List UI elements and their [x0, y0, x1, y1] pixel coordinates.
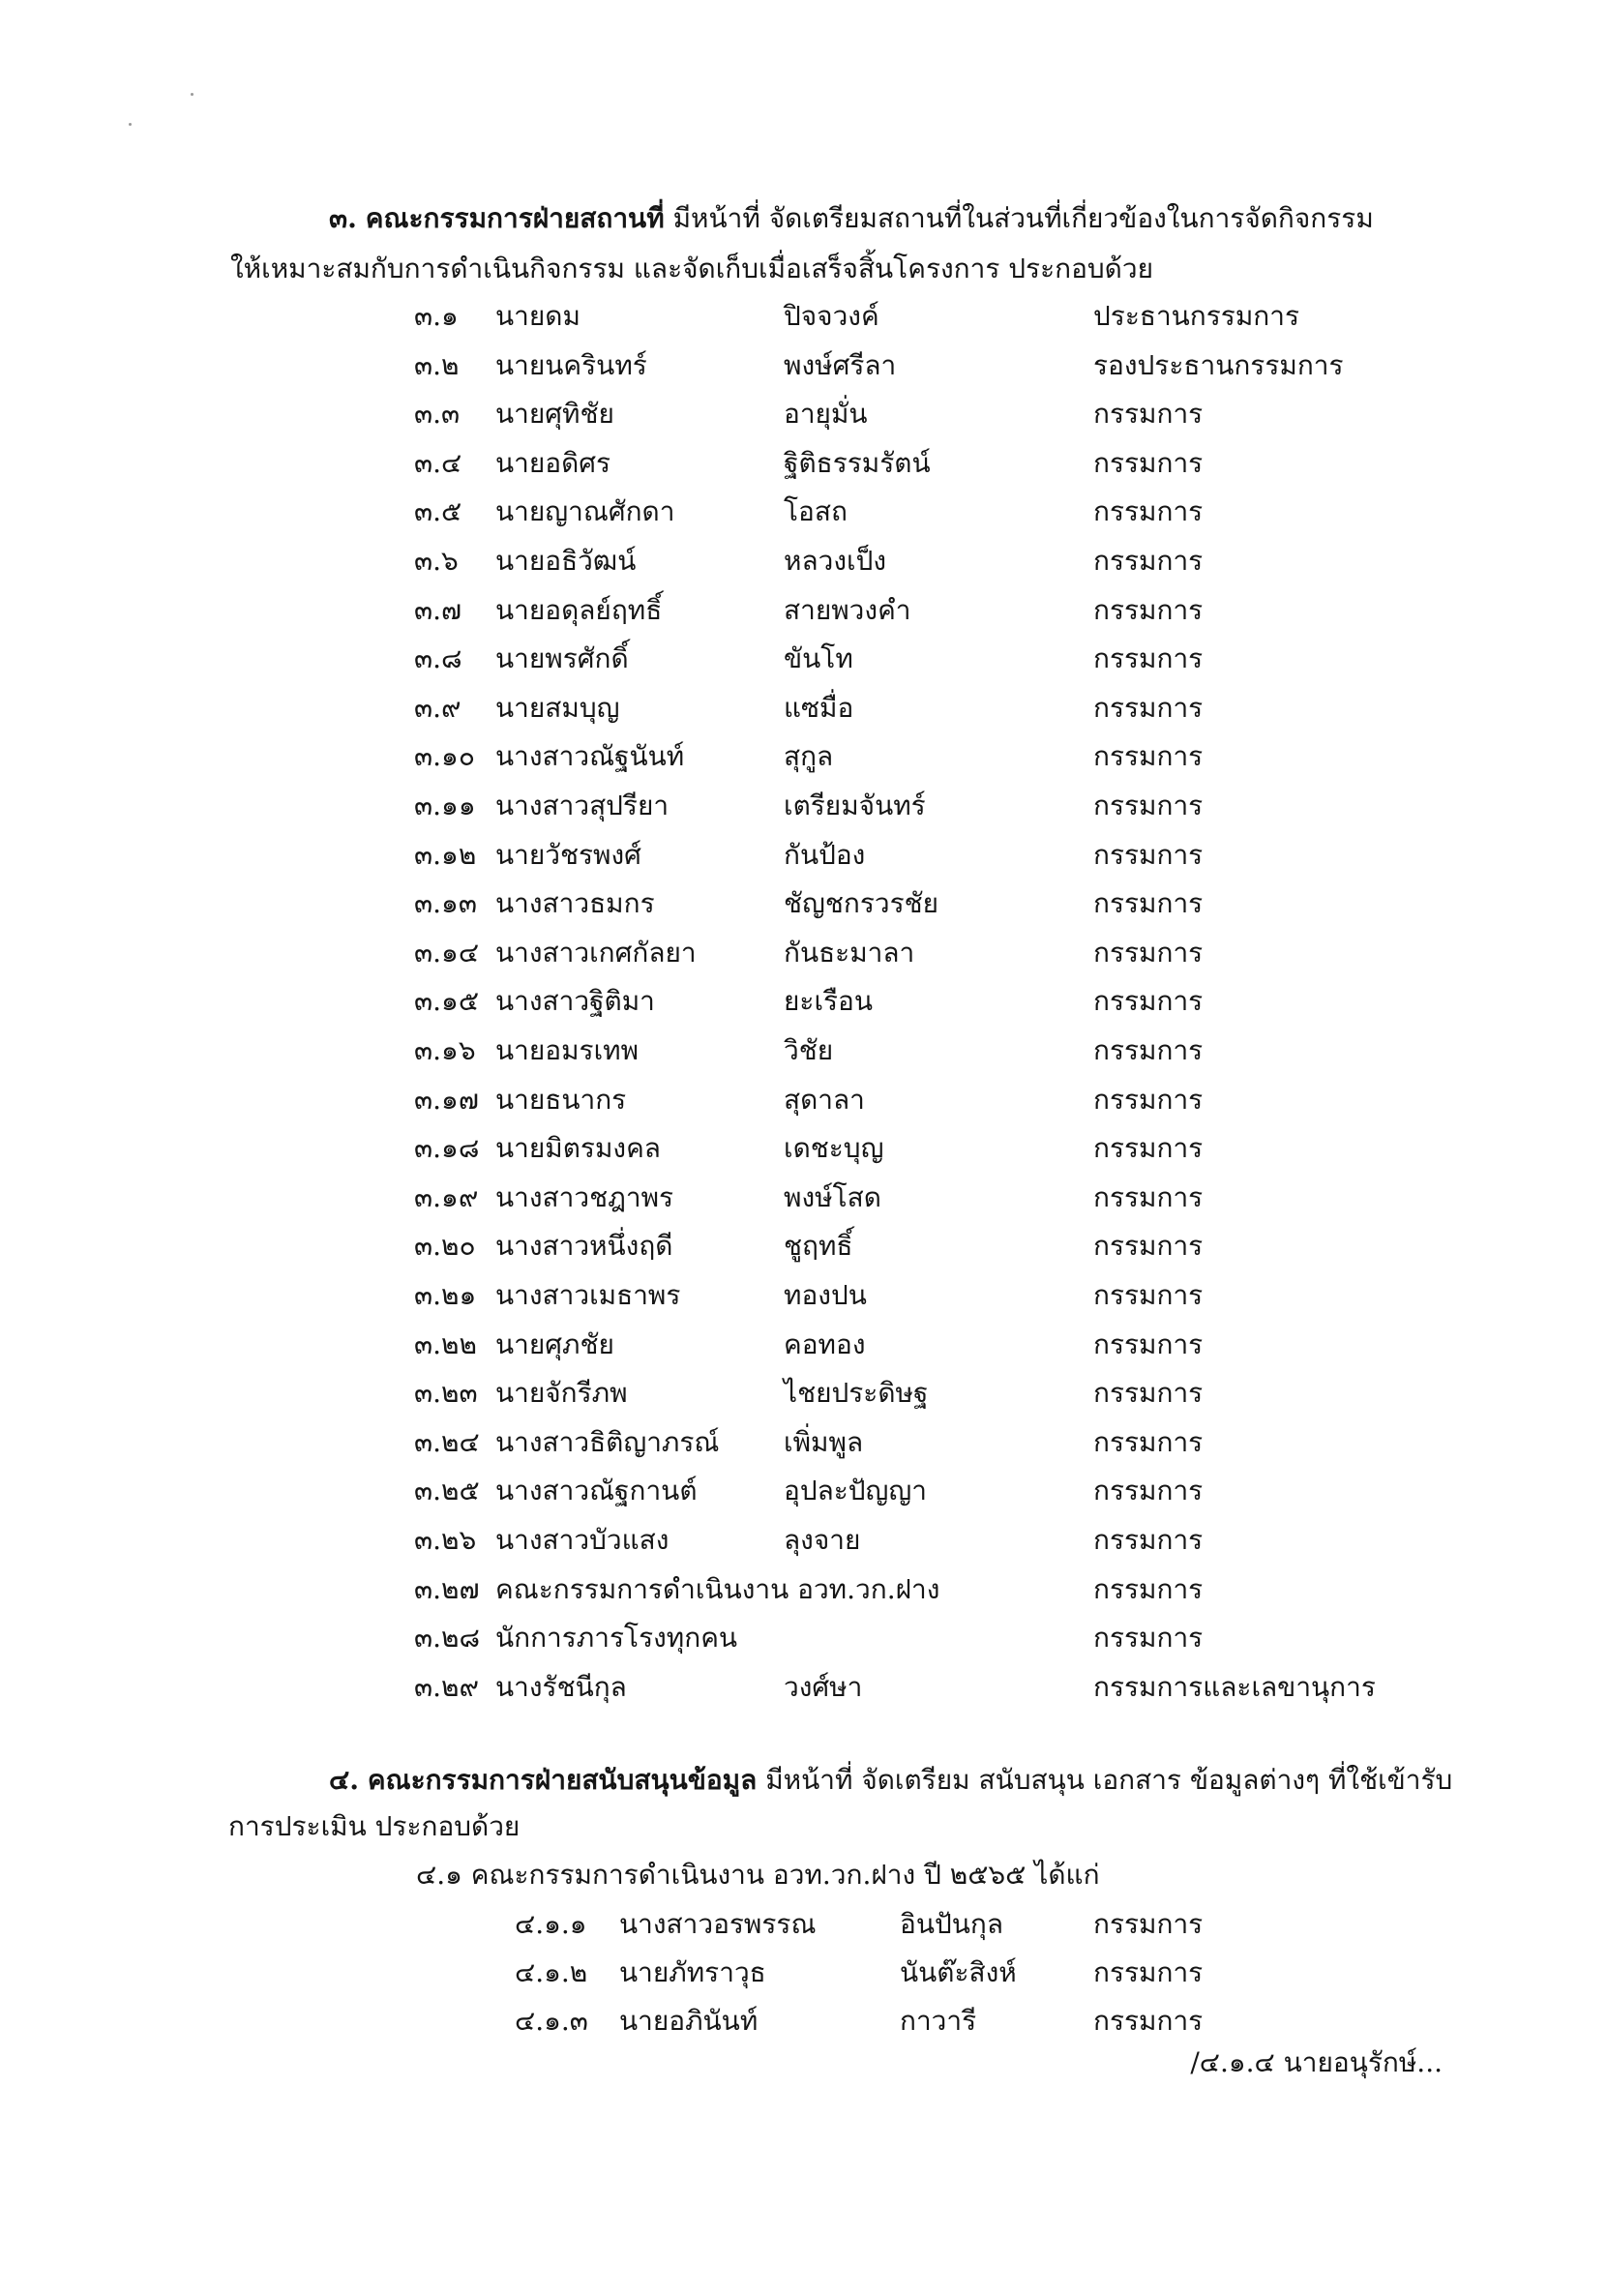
member-last-name: ยะเรือน [784, 985, 874, 1018]
member-row [0, 1516, 1607, 1565]
member-row [0, 1174, 1607, 1222]
member-number: ๓.๒๔ [414, 1425, 480, 1458]
member-first-name: นายสมบุญ [495, 691, 620, 724]
member-role: กรรมการ [1093, 1475, 1204, 1507]
member-row [0, 1321, 1607, 1369]
member-row [0, 1222, 1607, 1270]
member-role: กรรมการ [1093, 642, 1204, 675]
member-first-name: นางสาวณัฐกานต์ [495, 1475, 698, 1507]
member-number: ๓.๘ [414, 642, 462, 675]
member-first-name: นายดม [495, 300, 580, 332]
member-role: กรรมการ [1093, 1622, 1204, 1655]
member-number: ๔.๑.๒ [515, 1956, 588, 1988]
member-number: ๓.๑๔ [414, 936, 480, 969]
member-role: กรรมการ [1093, 1279, 1204, 1311]
member-last-name: กันธะมาลา [784, 936, 915, 969]
member-first-name: คณะกรรมการดำเนินงาน อวท.วก.ฝาง [495, 1572, 940, 1605]
section-4-number: ๔. [329, 1764, 359, 1796]
member-first-name: นายอดิศร [495, 446, 611, 479]
member-number: ๓.๓ [414, 398, 461, 431]
member-role: กรรมการ [1093, 985, 1204, 1018]
member-first-name: นายนครินทร์ [495, 348, 647, 381]
member-first-name: นางสาวบัวแสง [495, 1524, 670, 1556]
member-row [0, 1663, 1607, 1712]
section-4-heading-line [329, 1759, 1452, 1802]
member-last-name: โอสถ [784, 495, 848, 528]
member-role: กรรมการ [1093, 838, 1204, 871]
member-last-name: พงษ์โสด [784, 1180, 881, 1213]
member-last-name: อินปันกุล [900, 1908, 1003, 1940]
member-number: ๓.๒ [414, 348, 460, 381]
member-number: ๓.๙ [414, 691, 461, 724]
member-last-name: เดชะบุญ [784, 1132, 884, 1165]
member-first-name: นายพรศักดิ์ [495, 642, 629, 675]
member-last-name: แซมื่อ [784, 691, 854, 724]
member-last-name: หลวงเป็ง [784, 545, 887, 577]
member-number: ๓.๑๖ [414, 1034, 476, 1066]
member-last-name: สายพวงคำ [784, 593, 911, 626]
member-last-name: อุปละปัญญา [784, 1475, 927, 1507]
member-last-name: กาวารี [900, 2005, 977, 2037]
member-role: กรรมการ [1093, 691, 1204, 724]
member-row [0, 1997, 1607, 2045]
member-row [0, 1614, 1607, 1662]
member-last-name: กันป้อง [784, 838, 866, 871]
member-row [0, 1271, 1607, 1320]
member-role: ประธานกรรมการ [1093, 300, 1300, 332]
member-role: กรรมการ [1093, 740, 1204, 773]
section-4-desc-1: มีหน้าที่ จัดเตรียม สนับสนุน เอกสาร ข้อมูลต่างๆ ที่ใช้เข้ารับ [765, 1764, 1453, 1796]
member-number: ๓.๒๒ [414, 1327, 477, 1360]
section-4-title: คณะกรรมการฝ่ายสนับสนุนข้อมูล [367, 1764, 758, 1796]
member-last-name: อายุมั่น [784, 398, 868, 431]
member-row [0, 831, 1607, 880]
member-number: ๓.๑๐ [414, 740, 475, 773]
member-last-name: ฐิติธรรมรัตน์ [784, 446, 931, 479]
member-number: ๓.๒๖ [414, 1524, 477, 1556]
member-row [0, 1565, 1607, 1614]
member-role: กรรมการ [1093, 1083, 1204, 1116]
member-row [0, 586, 1607, 635]
member-first-name: นายอธิวัฒน์ [495, 545, 637, 577]
member-role: กรรมการ [1093, 1425, 1204, 1458]
member-row [0, 929, 1607, 977]
section-4-subheading: ๔.๑ คณะกรรมการดำเนินงาน อวท.วก.ฝาง ปี ๒๕๖๕ ได้แก่ [416, 1859, 1100, 1891]
member-row [0, 635, 1607, 683]
member-last-name: ทองปน [784, 1279, 867, 1311]
member-row [0, 390, 1607, 438]
member-role: กรรมการ [1093, 1956, 1204, 1988]
member-row [0, 684, 1607, 732]
member-last-name: ชูฤทธิ์ [784, 1230, 853, 1263]
continuation-note: /๔.๑.๔ นายอนุรักษ์... [1190, 2046, 1443, 2078]
member-number: ๔.๑.๑ [515, 1908, 587, 1940]
member-number: ๓.๑ [414, 300, 459, 332]
member-first-name: นายภัทราวุธ [619, 1956, 766, 1988]
member-last-name: ไชยประดิษฐ [784, 1377, 929, 1410]
member-number: ๓.๒๓ [414, 1377, 478, 1410]
member-role: กรรมการและเลขานุการ [1093, 1670, 1376, 1703]
member-row [0, 732, 1607, 781]
member-role: กรรมการ [1093, 1132, 1204, 1165]
member-number: ๓.๑๘ [414, 1132, 480, 1165]
scan-top-edge-marks [0, 0, 1607, 10]
scan-speck [129, 123, 132, 126]
member-number: ๓.๑๒ [414, 838, 477, 871]
member-last-name: พงษ์ศรีลา [784, 348, 897, 381]
member-row [0, 880, 1607, 928]
section-3-number: ๓. [329, 202, 357, 234]
member-role: กรรมการ [1093, 1230, 1204, 1263]
member-number: ๓.๔ [414, 446, 462, 479]
member-role: รองประธานกรรมการ [1093, 348, 1344, 381]
member-first-name: นางสาวหนึ่งฤดี [495, 1230, 673, 1263]
member-number: ๓.๒๑ [414, 1279, 477, 1311]
member-role: กรรมการ [1093, 1908, 1204, 1940]
member-first-name: นางสาวสุปรียา [495, 790, 670, 821]
member-row [0, 1027, 1607, 1075]
member-row [0, 292, 1607, 341]
member-role: กรรมการ [1093, 545, 1204, 577]
member-first-name: นักการภารโรงทุกคน [495, 1622, 738, 1655]
member-role: กรรมการ [1093, 495, 1204, 528]
member-role: กรรมการ [1093, 790, 1204, 821]
member-first-name: นายจักรีภพ [495, 1377, 628, 1410]
member-number: ๓.๑๓ [414, 887, 477, 920]
member-role: กรรมการ [1093, 1524, 1204, 1556]
member-row [0, 1124, 1607, 1173]
member-number: ๔.๑.๓ [515, 2005, 588, 2037]
member-role: กรรมการ [1093, 2005, 1204, 2037]
member-first-name: นายญาณศักดา [495, 495, 675, 528]
member-last-name: ลุงจาย [784, 1524, 861, 1556]
scan-speck [191, 93, 193, 96]
member-role: กรรมการ [1093, 1377, 1204, 1410]
member-first-name: นายมิตรมงคล [495, 1132, 661, 1165]
member-first-name: นางสาวชฎาพร [495, 1180, 674, 1213]
member-last-name: วิชัย [784, 1034, 834, 1066]
member-last-name: วงศ์ษา [784, 1670, 863, 1703]
member-first-name: นายอดุลย์ฤทธิ์ [495, 593, 663, 626]
member-row [0, 782, 1607, 830]
member-role: กรรมการ [1093, 1572, 1204, 1605]
section-3-desc-1: มีหน้าที่ จัดเตรียมสถานที่ในส่วนที่เกี่ยวข้องในการจัดกิจกรรม [672, 202, 1374, 234]
member-number: ๓.๑๕ [414, 985, 480, 1018]
member-role: กรรมการ [1093, 1327, 1204, 1360]
member-first-name: นางสาวธมกร [495, 887, 655, 920]
member-number: ๓.๒๗ [414, 1572, 480, 1605]
member-row [0, 1076, 1607, 1124]
member-last-name: ชัญชกรวรชัย [784, 887, 939, 920]
member-last-name: ปิจจวงค์ [784, 300, 879, 332]
member-number: ๓.๒๙ [414, 1670, 480, 1703]
member-role: กรรมการ [1093, 1034, 1204, 1066]
member-first-name: นายวัชรพงศ์ [495, 838, 641, 871]
member-role: กรรมการ [1093, 446, 1204, 479]
member-row [0, 1467, 1607, 1515]
member-row [0, 488, 1607, 536]
member-role: กรรมการ [1093, 593, 1204, 626]
member-last-name: สุดาลา [784, 1083, 865, 1116]
member-number: ๓.๕ [414, 495, 462, 528]
member-role: กรรมการ [1093, 398, 1204, 431]
section-3-desc-line-2: ให้เหมาะสมกับการดำเนินกิจกรรม และจัดเก็บเมื่อเสร็จสิ้นโครงการ ประกอบด้วย [230, 253, 1153, 284]
member-role: กรรมการ [1093, 936, 1204, 969]
member-last-name: สุกูล [784, 740, 834, 773]
member-row [0, 342, 1607, 390]
member-number: ๓.๒๕ [414, 1475, 480, 1507]
member-first-name: นายธนากร [495, 1083, 627, 1116]
member-first-name: นายศุทิชัย [495, 398, 614, 431]
member-first-name: นางสาวเกศกัลยา [495, 936, 697, 969]
member-row [0, 1900, 1607, 1949]
member-row [0, 1369, 1607, 1417]
member-last-name: คอทอง [784, 1327, 866, 1360]
member-first-name: นายอภินันท์ [619, 2005, 759, 2037]
member-number: ๓.๑๙ [414, 1180, 479, 1213]
member-first-name: นางรัชนีกุล [495, 1670, 627, 1703]
member-first-name: นางสาวฐิติมา [495, 985, 655, 1018]
member-first-name: นางสาวธิติญาภรณ์ [495, 1425, 720, 1458]
member-role: กรรมการ [1093, 887, 1204, 920]
member-first-name: นายอมรเทพ [495, 1034, 640, 1066]
member-first-name: นางสาวอรพรรณ [619, 1908, 817, 1940]
member-first-name: นายศุภชัย [495, 1327, 614, 1360]
member-role: กรรมการ [1093, 1180, 1204, 1213]
section-4-desc-line-2: การประเมิน ประกอบด้วย [228, 1810, 521, 1842]
member-first-name: นางสาวณัฐนันท์ [495, 740, 685, 773]
member-number: ๓.๖ [414, 545, 459, 577]
member-row [0, 1418, 1607, 1467]
member-number: ๓.๒๐ [414, 1230, 476, 1263]
member-number: ๓.๑๑ [414, 790, 476, 821]
member-number: ๓.๑๗ [414, 1083, 479, 1116]
member-first-name: นางสาวเมธาพร [495, 1279, 681, 1311]
member-last-name: นันต๊ะสิงห์ [900, 1956, 1017, 1988]
section-3-title: คณะกรรมการฝ่ายสถานที่ [365, 202, 665, 234]
member-last-name: ขันโท [784, 642, 853, 675]
member-row [0, 537, 1607, 585]
section-3-heading-line [329, 197, 1374, 240]
member-number: ๓.๒๘ [414, 1622, 481, 1655]
member-row [0, 977, 1607, 1026]
member-row [0, 1949, 1607, 1997]
member-last-name: เตรียมจันทร์ [784, 790, 926, 821]
member-last-name: เพิ่มพูล [784, 1425, 864, 1458]
member-row [0, 439, 1607, 488]
member-number: ๓.๗ [414, 593, 462, 626]
